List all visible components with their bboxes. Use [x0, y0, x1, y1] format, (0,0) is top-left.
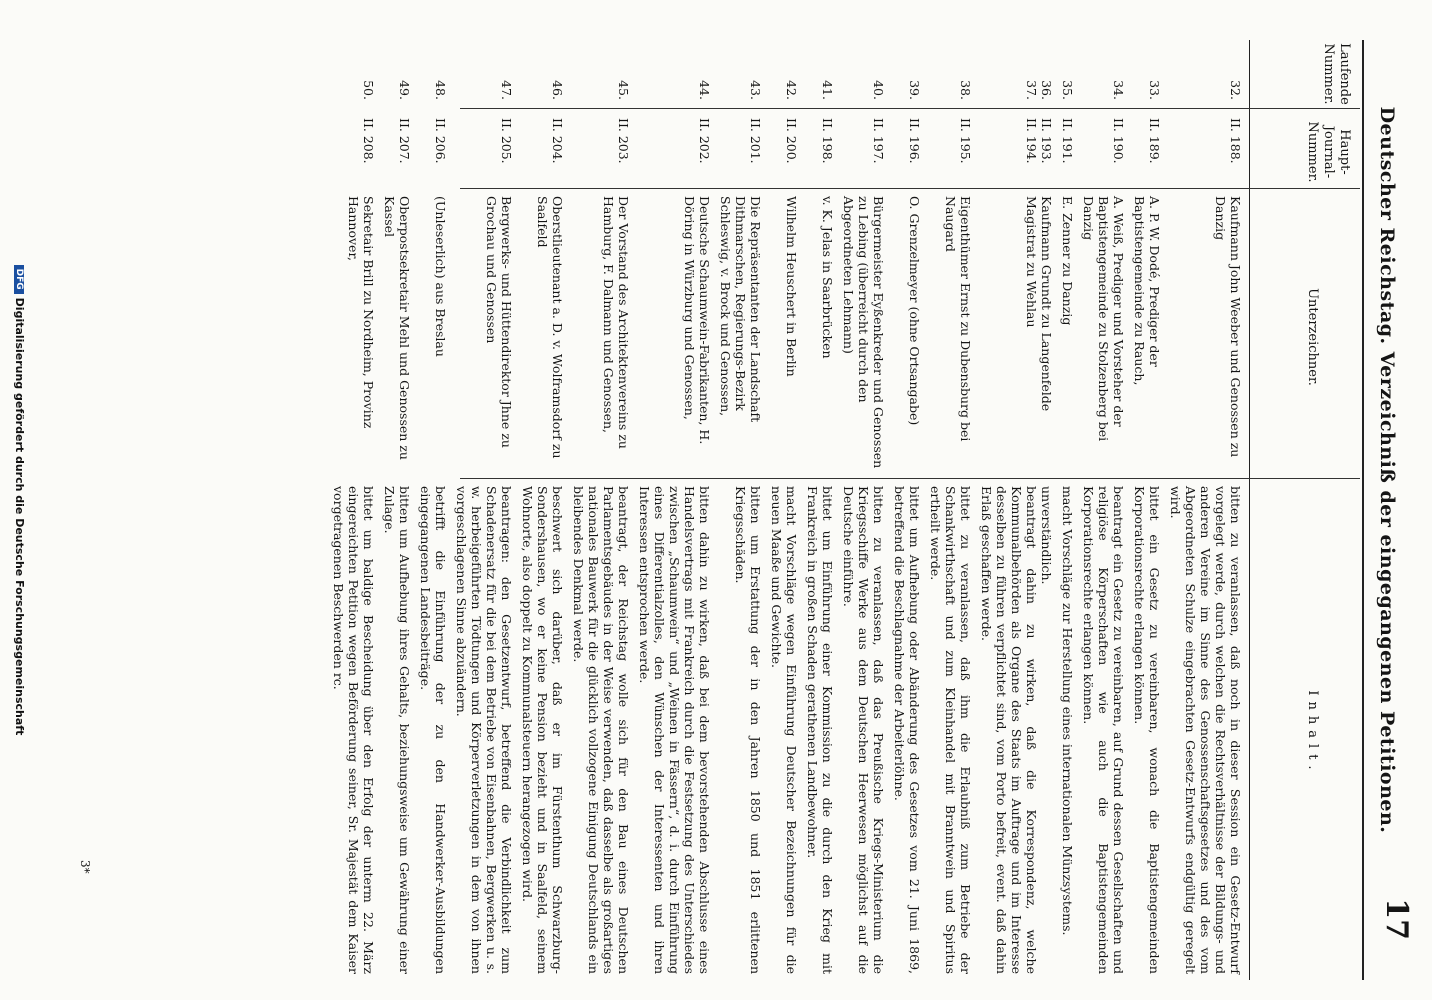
petition-table: [328, 40, 1246, 980]
row-lfd-number: 35.: [1060, 80, 1075, 100]
table-row: [451, 40, 517, 980]
row-unterzeichner: Deutsche Schaumwein-Fabrikanten, H. Döring in Würzburg und Genossen,: [682, 196, 712, 445]
row-journal-number: II. 200.: [784, 118, 799, 164]
row-lfd-number: 42.: [784, 80, 799, 100]
table-row: [379, 40, 415, 980]
row-journal-number: II. 206.: [433, 118, 448, 164]
row-unterzeichner: A. P. W. Dodé, Prediger der Baptistengemeinde zu Rauch,: [1132, 196, 1162, 386]
row-journal-number: II. 195.: [958, 118, 973, 164]
row-unterzeichner: Der Vorstand des Architektenvereins zu Hamburg, F. Dalmann und Genossen,: [601, 196, 631, 449]
row-inhalt: bitten zu veranlassen, daß noch in dieser Session ein Gesetz-Entwurf vorgelegt werde, durch welchen die Rechtsverhältnisse der Bildungs- und anderen Vereine im Sinne des Genossenschaftsgesetzes und des vom Abgeordneten Schulze eingebrachten Gesetz-Entwurfs endgültig geregelt wird.: [1168, 486, 1243, 974]
table-row: [634, 40, 715, 980]
row-journal-number: II. 202.: [697, 118, 712, 164]
row-lfd-number: 38.: [958, 80, 973, 100]
row-journal-number: II. 190.: [1111, 118, 1126, 164]
row-journal-number: II. 207.: [397, 118, 412, 164]
row-inhalt: bittet um Einführung einer Kommission zu die durch den Krieg mit Frankreich in großen Schaden gerathenen Landbewohner.: [805, 486, 835, 974]
column-headers: [1250, 40, 1360, 980]
table-row: [889, 40, 925, 980]
page-header: [1364, 60, 1424, 940]
footer-text: Digitalisierung gefördert durch die Deutsche Forschungsgemeinschaft: [13, 297, 26, 736]
page-number: 17: [1379, 898, 1414, 940]
row-inhalt: beantragt ein Gesetz zu vereinbaren, auf Grund dessen Gesellschaften und religiöse Körperschaften wie auch die Baptistengemeinden Korporationsrechte erlangen können.: [1081, 486, 1126, 974]
row-inhalt: beantragen: den Gesetzentwurf, betreffend die Verbindlichkeit zum Schadenersatz für die bei dem Betriebe von Eisenbahnen, Bergwerken u. s. w. herbeigeführten Tödtungen und Körperverletzungen in dem von ihnen vorgeschlagenen Sinne abzuändern.: [454, 486, 514, 974]
row-unterzeichner: A. Weiß, Prediger und Vorsteher der Baptistengemeinde zu Stolzenberg bei Danzig: [1081, 196, 1126, 442]
row-journal-number: II. 203.: [616, 118, 631, 164]
row-inhalt: betrifft die Einführung der zu den Handwerker-Ausbildungen eingegangenen Landesbeiträge.: [418, 486, 448, 974]
table-row: [838, 40, 889, 980]
table-row: [1129, 40, 1165, 980]
table-row: [1057, 40, 1078, 980]
row-inhalt: macht Vorschläge zur Herstellung eines internationalen Münzsystems.: [1060, 486, 1075, 936]
row-unterzeichner: (Unleserlich) aus Breslau: [433, 196, 448, 357]
row-inhalt: bittet ein Gesetz zu vereinbaren, wonach die Baptistengemeinden Korporationsrechte erlangen können.: [1132, 486, 1162, 974]
table-row: [328, 40, 379, 980]
row-lfd-number: 47.: [499, 80, 514, 100]
row-unterzeichner: Kaufmann Grundt zu Langenfelde Magistrat zu Wehlau: [1024, 196, 1054, 412]
row-unterzeichner: E. Zenner zu Danzig: [1060, 196, 1075, 326]
row-journal-number: II. 205.: [499, 118, 514, 164]
row-inhalt: bitten dahin zu wirken, daß bei dem bevorstehenden Abschlusse eines Handelsvertrags mit Frankreich durch die Festsetzung des Unterschiedes zwischen „Schaumwein“ und „Weinen in Fässern“, d. i. durch Einführung eines Differentialzolles, den Wünschen der Interessenten und ihren Interessen entsprochen werde.: [637, 486, 712, 974]
table-row: [925, 40, 976, 980]
row-journal-number: II. 188.: [1228, 118, 1243, 164]
table-row: [715, 40, 766, 980]
table-row: [802, 40, 838, 980]
table-row: [415, 40, 451, 980]
row-lfd-number: 45.: [616, 80, 631, 100]
row-lfd-number: 39.: [907, 80, 922, 100]
signature-mark: 3*: [78, 860, 92, 874]
row-inhalt: bittet um baldige Bescheidung über den Erfolg der unterm 22. März eingereichten Petition wegen Beförderung seiner, Sr. Majestät dem Kaiser vorgetragenen Beschwerden rc.: [331, 486, 376, 974]
row-journal-number: II. 196.: [907, 118, 922, 164]
row-unterzeichner: O. Grenzelmeyer (ohne Ortsangabe): [907, 196, 922, 426]
column-header-unterzeichner: Unterzeichner.: [1305, 288, 1320, 386]
header-rule: [1362, 40, 1364, 980]
row-lfd-number: 44.: [697, 80, 712, 100]
row-unterzeichner: Die Repräsentanten der Landschaft Dithmarschen, Regierungs-Bezirk Schleswig, v. Brock und Genossen,: [718, 196, 763, 423]
row-inhalt: bittet um Aufhebung oder Abänderung des Gesetzes vom 21. Juni 1869, betreffend die Beschlagnahme der Arbeiterlöhne.: [892, 486, 922, 974]
row-unterzeichner: Oberpostsekretair Mehl und Genossen zu Kassel: [382, 196, 412, 460]
row-journal-number: II. 191.: [1060, 118, 1075, 164]
row-inhalt: beantragt, der Reichstag wolle sich für den Bau eines Deutschen Parlamentsgebäudes in der Weise verwenden, daß dasselbe als großartiges nationales Bauwerk für die glücklich vollzogene Einigung Deutschlands ein bleibendes Denkmal werde.: [571, 486, 631, 974]
row-inhalt: bittet zu veranlassen, daß ihm die Erlaubniß zum Betriebe der Schankwirthschaft und zum Kleinhandel mit Branntwein und Spiritus ertheilt werde.: [928, 486, 973, 974]
row-lfd-number: 49.: [397, 80, 412, 100]
table-row: [568, 40, 634, 980]
row-inhalt: bitten um Erstattung der in den Jahren 1850 und 1851 erlittenen Kriegsschäden.: [733, 486, 763, 974]
footer: [13, 0, 26, 1000]
table-row: [766, 40, 802, 980]
row-lfd-number: 34.: [1111, 80, 1126, 100]
row-journal-number: II. 193. II. 194.: [1024, 118, 1054, 164]
row-inhalt: beschwert sich darüber, daß er im Fürstenthum Schwarzburg-Sondershausen, wo er keine Pension bezieht und in Saalfeld, seinem Wohnorte, also doppelt zu Kommunalsteuern herangezogen wird.: [520, 486, 565, 974]
table-row: [976, 40, 1057, 980]
row-unterzeichner: Kaufmann John Weeber und Genossen zu Danzig: [1213, 196, 1243, 458]
row-unterzeichner: Oberstlieutenant a. D. v. Wolframsdorf zu Saalfeld: [535, 196, 565, 459]
row-lfd-number: 33.: [1147, 80, 1162, 100]
row-journal-number: II. 204.: [550, 118, 565, 164]
row-lfd-number: 41.: [820, 80, 835, 100]
row-lfd-number: 43.: [748, 80, 763, 100]
row-lfd-number: 50.: [361, 80, 376, 100]
column-header-lfd: Laufende Nummer.: [1321, 43, 1352, 105]
column-header-journal: Haupt-Journal-Nummer.: [1305, 121, 1352, 183]
table-row: [1078, 40, 1129, 980]
row-unterzeichner: Bürgermeister Eyßenkreder und Genossen zu Lebing (überreicht durch den Abgeordneten Lehmann): [841, 196, 886, 469]
table-row: [517, 40, 568, 980]
row-unterzeichner: Sekretair Brill zu Nordheim, Provinz Hannover,: [346, 196, 376, 429]
column-header-rule: [1249, 40, 1250, 980]
row-unterzeichner: Bergwerks- und Hüttendirektor Jhne zu Grochau und Genossen: [484, 196, 514, 448]
table-row: [1165, 40, 1246, 980]
row-inhalt: macht Vorschläge wegen Einführung Deutscher Bezeichnungen für die neuen Maaße und Gewichte.: [769, 486, 799, 974]
row-inhalt: bitten um Aufhebung ihres Gehalts, beziehungsweise um Gewährung einer Zulage.: [382, 486, 412, 974]
row-journal-number: II. 197.: [871, 118, 886, 164]
page-title: Deutscher Reichstag. Verzeichniß der eingegangenen Petitionen.: [1376, 106, 1398, 834]
row-unterzeichner: Eigenthümer Ernst zu Dubensburg bei Naugard: [943, 196, 973, 442]
row-lfd-number: 32.: [1228, 80, 1243, 100]
row-lfd-number: 36. 37.: [1024, 80, 1054, 100]
row-lfd-number: 48.: [433, 80, 448, 100]
row-lfd-number: 46.: [550, 80, 565, 100]
row-inhalt: unverständlich. beantragt dahin zu wirken, daß die Korrespondenz, welche Kommunalbehörden als Organe des Staats im Auftrage und im Interesse desselben zu führen verpflichtet sind, vom Porto befreit, event. daß dahin Erlaß geschaffen werde.: [979, 486, 1054, 974]
dfg-logo: DFG: [14, 265, 24, 294]
row-unterzeichner: Wilhelm Heuschert in Berlin: [784, 196, 799, 377]
row-journal-number: II. 189.: [1147, 118, 1162, 164]
row-unterzeichner: v. K. Jelas in Saarbrücken: [820, 196, 835, 359]
row-inhalt: bitten zu veranlassen, daß das Preußische Kriegs-Ministerium die Kriegsschiffe Werke aus dem Deutschen Heerwesen möglichst auf die Deutsche einführe.: [841, 486, 886, 974]
column-header-inhalt: Inhalt.: [1305, 690, 1320, 776]
row-lfd-number: 40.: [871, 80, 886, 100]
row-journal-number: II. 201.: [748, 118, 763, 164]
row-journal-number: II. 208.: [361, 118, 376, 164]
row-journal-number: II. 198.: [820, 118, 835, 164]
